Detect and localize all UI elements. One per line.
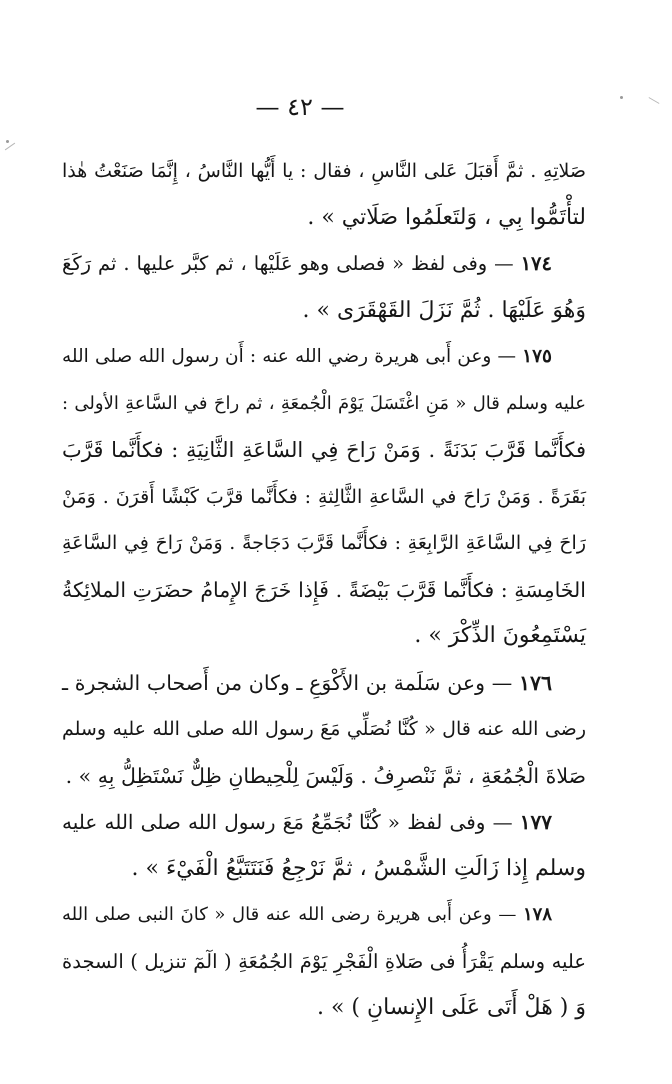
text-line: [62, 474, 586, 521]
text-line: [62, 985, 586, 1032]
text-line: [62, 288, 586, 335]
line-text: رَاحَ فِي السَّاعَةِ الرَّابِعَةِ : فكأَنَّما قَرَّبَ دَجَاجةً . وَمَنْ رَاحَ فِي السَّاعَةِ: [62, 532, 586, 554]
page-number: — ٤٢ —: [255, 93, 345, 121]
line-text: يَسْتَمِعُونَ الذِّكْرَ » .: [414, 623, 586, 648]
line-text: فكأَنَّما قَرَّبَ بَدَنَةً . وَمَنْ رَاحَ فِي السَّاعَةِ الثَّانِيَةِ : فكأَنَّما قَرَّبَ: [62, 438, 586, 462]
hadith-174-line: [62, 241, 586, 288]
line-text: — وفى لفظ « كُنَّا نُجَمِّعُ مَعَ رسول الله صلى الله عليه: [62, 810, 513, 834]
line-text: صَلاتِهِ . ثمَّ أَقبَلَ عَلى النَّاسِ ، فقال : يا أَيُّها النَّاسُ ، إِنَّمَا صَنَعْتُ هٰذا: [62, 160, 586, 182]
hadith-number: ١٧٥: [522, 346, 552, 367]
line-text: — وفى لفظ « فصلى وهو عَلَيْها ، ثم كبَّر عليها . ثم رَكَعَ: [62, 252, 514, 275]
hadith-number: ١٧٤: [520, 252, 552, 275]
line-text: وَهُوَ عَلَيْهَا . ثُمَّ نَزَلَ القَهْقَرَى » .: [302, 297, 586, 323]
line-text: الخَامِسَةِ : فكأَنَّما قَرَّبَ بَيْضَةً . فَإِذا خَرَجَ الإِمامُ حضَرَتِ الملائِكةُ: [62, 577, 586, 602]
hadith-number: ١٧٦: [518, 670, 552, 695]
text-line: [62, 613, 586, 660]
hadith-178-line: [62, 892, 586, 939]
line-text: لتأْتَمُّوا بِي ، وَلتَعلَمُوا صَلَاتي » .: [307, 204, 586, 230]
hadith-text-block: [62, 148, 586, 1032]
line-text: وَ ( هَلْ أَتَى عَلَى الإِنسانِ ) » .: [316, 995, 586, 1020]
line-text: — وعن أَبى هريرة رضى الله عنه قال « كانَ النبى صلى الله: [62, 904, 517, 925]
scan-edge-mark: [649, 97, 660, 104]
hadith-176-line: [62, 660, 586, 707]
text-line: [62, 706, 586, 753]
text-line: [62, 427, 586, 474]
line-text: عليه وسلم قال « مَنِ اغْتَسَلَ يَوْمَ الْجُمعَةِ ، ثم راحَ في السَّاعةِ الأولى :: [62, 392, 586, 414]
text-line: [62, 520, 586, 567]
line-text: صَلاةَ الْجُمُعَةِ ، ثمَّ نَنْصرِفُ . وَلَيْسَ لِلْحِيطانِ ظِلٌّ نَسْتَظِلُّ بِهِ » .: [65, 763, 586, 788]
scan-speck: [620, 96, 623, 99]
scan-speck: [6, 140, 9, 143]
line-text: وسلم إِذا زَالَتِ الشَّمْسُ ، ثمَّ نَرْجِعُ فَنَتَتَبَّعُ الْفَيْءَ » .: [131, 855, 586, 881]
text-line: [62, 567, 586, 614]
line-text: بَقَرَةً . وَمَنْ رَاحَ في السَّاعةِ الثَّالِثةِ : فكأَنَّما قرَّبَ كَبْشًا أَقرَنَ . وَمَنْ: [62, 485, 586, 508]
hadith-175-line: [62, 334, 586, 381]
hadith-number: ١٧٧: [519, 810, 553, 834]
text-line: [62, 148, 586, 195]
text-line: [62, 753, 586, 800]
line-text: عليه وسلم يَقْرَأُ فى صَلاةِ الْفَجْرِ يَوْمَ الجُمُعَةِ ( الٓمٓ تنزيل ) السجدة: [62, 949, 586, 973]
line-text: — وعن سَلَمة بن الأَكْوَعِ ـ وكان من أَصحاب الشجرة ـ: [62, 670, 513, 695]
text-line: [62, 381, 586, 428]
text-line: [62, 846, 586, 893]
scan-edge-mark: [5, 143, 15, 151]
line-text: رضى الله عنه قال « كُنَّا نُصَلِّي مَعَ رسول الله صلى الله عليه وسلم: [62, 718, 586, 740]
text-line: [62, 939, 586, 986]
hadith-number: ١٧٨: [522, 904, 552, 925]
hadith-177-line: [62, 799, 586, 846]
line-text: — وعن أَبى هريرة رضي الله عنه : أَن رسول الله صلى الله: [62, 346, 516, 367]
text-line: [62, 195, 586, 242]
